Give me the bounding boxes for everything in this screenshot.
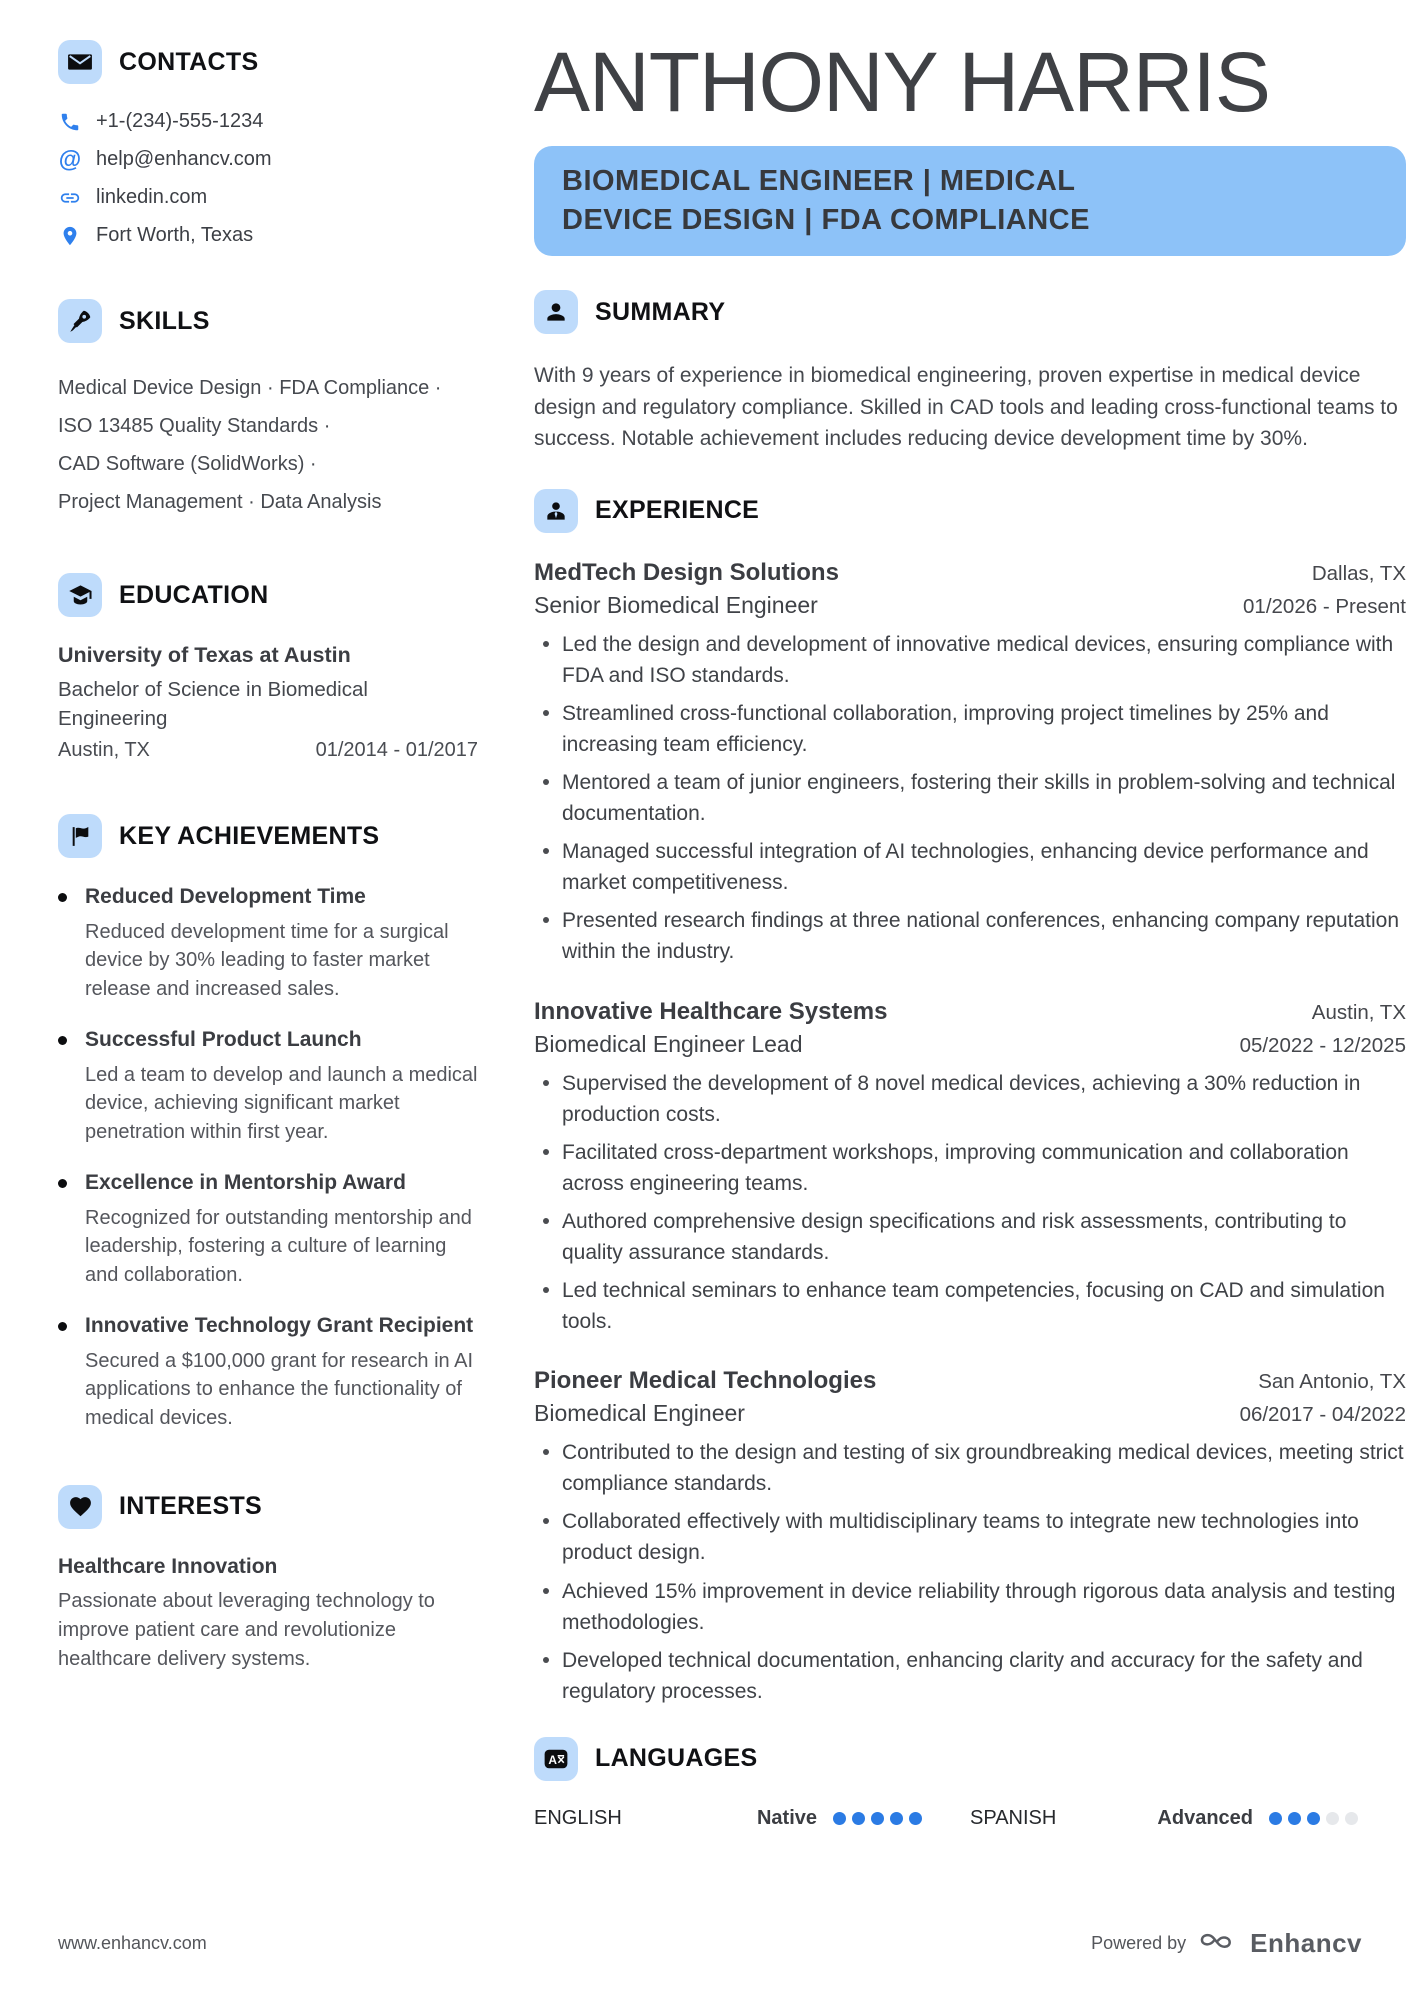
interest-item	[58, 1555, 478, 1674]
job-dates: 05/2022 - 12/2025	[1239, 1033, 1406, 1057]
achievement-title: Excellence in Mentorship Award	[85, 1171, 406, 1195]
contact-item-location	[58, 224, 478, 247]
job-title-badge	[534, 146, 1406, 256]
job-location: Dallas, TX	[1311, 561, 1406, 585]
proficiency-dots	[1269, 1812, 1358, 1825]
degree: Bachelor of Science in Biomedical Engineering	[58, 678, 368, 730]
footer-url-link[interactable]: www.enhancv.com	[58, 1933, 207, 1953]
interest-text: Passionate about leveraging technology to improve patient care and revolutionize healthcare delivery systems.	[58, 1589, 435, 1670]
job-role: Senior Biomedical Engineer	[534, 591, 818, 618]
job-role: Biomedical Engineer Lead	[534, 1030, 803, 1057]
school-name: University of Texas at Austin	[58, 643, 351, 667]
location-text: Fort Worth, Texas	[96, 224, 254, 246]
phone-number: +1-(234)-555-1234	[96, 110, 264, 132]
achievement-text: Led a team to develop and launch a medical device, achieving significant market penetration within first year.	[85, 1063, 478, 1143]
section-title: LANGUAGES	[595, 1744, 758, 1773]
languages-section	[534, 1737, 1406, 1830]
person-icon	[534, 290, 578, 334]
bullet-dot	[58, 893, 67, 902]
interests-section	[58, 1485, 478, 1674]
job-location: Austin, TX	[1311, 1000, 1406, 1024]
bullet-item: Led the design and development of innovative medical devices, ensuring compliance with FDA and ISO standards.	[538, 629, 1406, 691]
proficiency-dot	[890, 1812, 903, 1825]
left-column	[58, 40, 478, 1830]
bullet-item: Led technical seminars to enhance team competencies, focusing on CAD and simulation tools.	[538, 1275, 1406, 1337]
bullet-item: Supervised the development of 8 novel medical devices, achieving a 30% reduction in production costs.	[538, 1068, 1406, 1130]
at-icon: @	[58, 146, 82, 172]
proficiency-dot	[1307, 1812, 1320, 1825]
skills-list	[58, 369, 478, 521]
job-dates: 01/2026 - Present	[1243, 594, 1406, 618]
bullet-dot	[58, 1036, 67, 1045]
proficiency-dot	[1326, 1812, 1339, 1825]
summary-heading	[534, 290, 1406, 334]
proficiency-dot	[871, 1812, 884, 1825]
interests-heading	[58, 1485, 478, 1529]
proficiency-dot	[833, 1812, 846, 1825]
proficiency-dot	[1269, 1812, 1282, 1825]
education-section	[58, 573, 478, 762]
achievement-text: Reduced development time for a surgical device by 30% leading to faster market release and increased sales.	[85, 920, 449, 1000]
bullet-item: Mentored a team of junior engineers, fostering their skills in problem-solving and technical documentation.	[538, 767, 1406, 829]
rocket-icon	[58, 299, 102, 343]
bullet-item: Streamlined cross-functional collaboration, improving project timelines by 25% and increasing team efficiency.	[538, 698, 1406, 760]
job-bullet-list	[534, 629, 1406, 968]
language-level: Native	[756, 1806, 817, 1829]
skills-line: Project Management · Data Analysis	[58, 491, 382, 513]
experience-heading	[534, 489, 1406, 533]
achievement-item	[58, 1313, 478, 1432]
proficiency-dot	[852, 1812, 865, 1825]
interest-title: Healthcare Innovation	[58, 1554, 278, 1578]
section-title: KEY ACHIEVEMENTS	[119, 821, 380, 850]
contact-item-email[interactable]	[58, 148, 478, 171]
skills-heading	[58, 299, 478, 343]
summary-section	[534, 290, 1406, 455]
email-link[interactable]: help@enhancv.com	[96, 148, 272, 170]
key-achievements-section	[58, 814, 478, 1432]
bullet-item: Contributed to the design and testing of six groundbreaking medical devices, meeting strict compliance standards.	[538, 1437, 1406, 1499]
company-name: Pioneer Medical Technologies	[534, 1367, 877, 1395]
experience-entry	[534, 998, 1406, 1338]
experience-entry	[534, 1367, 1406, 1707]
bullet-item: Achieved 15% improvement in device reliability through rigorous data analysis and testing methodologies.	[538, 1576, 1406, 1638]
link-icon	[58, 187, 82, 209]
job-bullet-list	[534, 1068, 1406, 1338]
job-location: San Antonio, TX	[1258, 1370, 1406, 1394]
bullet-item: Collaborated effectively with multidisciplinary teams to integrate new technologies into product design.	[538, 1506, 1406, 1568]
brand-name: Enhancv	[1250, 1928, 1362, 1958]
phone-icon	[58, 111, 82, 133]
achievement-item	[58, 1027, 478, 1146]
job-bullet-list	[534, 1437, 1406, 1707]
languages-heading	[534, 1737, 1406, 1781]
contacts-heading	[58, 40, 478, 84]
location-pin-icon	[58, 225, 82, 247]
bullet-item: Facilitated cross-department workshops, improving communication and collaboration across engineering teams.	[538, 1137, 1406, 1199]
skills-line: ISO 13485 Quality Standards ·	[58, 415, 331, 437]
candidate-name: ANTHONY HARRIS	[534, 35, 1270, 129]
skills-line: CAD Software (SolidWorks) ·	[58, 453, 317, 475]
section-title: SUMMARY	[595, 297, 726, 326]
linkedin-link[interactable]: linkedin.com	[96, 186, 208, 208]
bullet-item: Presented research findings at three national conferences, enhancing company reputation within the industry.	[538, 905, 1406, 967]
summary-text: With 9 years of experience in biomedical engineering, proven expertise in medical device design and regulatory compliance. Skilled in CAD tools and leading cross-functional teams to success. Notable achievement includes reducing device development time by 30%.	[534, 364, 1398, 451]
education-dates: 01/2014 - 01/2017	[315, 739, 478, 762]
contact-item-phone	[58, 110, 478, 133]
achievements-heading	[58, 814, 478, 858]
achievement-title: Successful Product Launch	[85, 1028, 362, 1052]
achievement-text: Secured a $100,000 grant for research in AI applications to enhance the functionality of medical devices.	[85, 1349, 474, 1429]
proficiency-dot	[1345, 1812, 1358, 1825]
achievement-item	[58, 884, 478, 1003]
language-item	[534, 1807, 922, 1830]
achievement-text: Recognized for outstanding mentorship and leadership, fostering a culture of learning and collaboration.	[85, 1206, 472, 1286]
section-title: INTERESTS	[119, 1492, 262, 1520]
contact-item-linkedin[interactable]	[58, 186, 478, 209]
language-level: Advanced	[1157, 1806, 1253, 1829]
section-title: CONTACTS	[119, 47, 259, 76]
envelope-icon	[58, 40, 102, 84]
experience-section	[534, 489, 1406, 1707]
right-column	[534, 35, 1406, 1830]
heart-icon	[58, 1485, 102, 1529]
flag-icon	[58, 814, 102, 858]
experience-entry	[534, 559, 1406, 968]
skills-line: Medical Device Design · FDA Compliance ·	[58, 377, 442, 399]
powered-by-label: Powered by	[1091, 1933, 1187, 1953]
education-entry	[58, 643, 478, 762]
languages-row	[534, 1807, 1406, 1830]
bullet-item: Managed successful integration of AI technologies, enhancing device performance and market competitiveness.	[538, 836, 1406, 898]
job-role: Biomedical Engineer	[534, 1400, 745, 1427]
company-name: Innovative Healthcare Systems	[534, 997, 888, 1025]
job-dates: 06/2017 - 04/2022	[1239, 1403, 1406, 1427]
bullet-dot	[58, 1322, 67, 1331]
powered-by-group	[1091, 1928, 1362, 1959]
section-title: EDUCATION	[119, 580, 269, 609]
proficiency-dot	[909, 1812, 922, 1825]
svg-text:A: A	[548, 1752, 558, 1767]
enhancv-infinity-logo	[1198, 1928, 1238, 1959]
contacts-section	[58, 40, 478, 247]
bullet-dot	[58, 1179, 67, 1188]
proficiency-dot	[1288, 1812, 1301, 1825]
proficiency-dots	[833, 1812, 922, 1825]
page-footer	[58, 1928, 1362, 1959]
company-name: MedTech Design Solutions	[534, 558, 839, 586]
job-title-line: BIOMEDICAL ENGINEER | MEDICAL	[562, 165, 1076, 197]
language-name: SPANISH	[970, 1806, 1057, 1829]
translate-icon	[534, 1737, 578, 1781]
section-title: EXPERIENCE	[595, 496, 760, 525]
language-item	[970, 1807, 1358, 1830]
achievement-title: Innovative Technology Grant Recipient	[85, 1314, 474, 1338]
education-heading	[58, 573, 478, 617]
person-tie-icon	[534, 489, 578, 533]
education-location: Austin, TX	[58, 739, 150, 762]
graduation-cap-icon	[58, 573, 102, 617]
achievement-title: Reduced Development Time	[85, 885, 366, 909]
job-title-line: DEVICE DESIGN | FDA COMPLIANCE	[562, 204, 1090, 237]
bullet-item: Authored comprehensive design specifications and risk assessments, contributing to quality assurance standards.	[538, 1206, 1406, 1268]
achievement-item	[58, 1170, 478, 1289]
section-title: SKILLS	[119, 306, 210, 335]
skills-section	[58, 299, 478, 521]
bullet-item: Developed technical documentation, enhancing clarity and accuracy for the safety and regulatory processes.	[538, 1645, 1406, 1707]
language-name: ENGLISH	[534, 1806, 622, 1829]
